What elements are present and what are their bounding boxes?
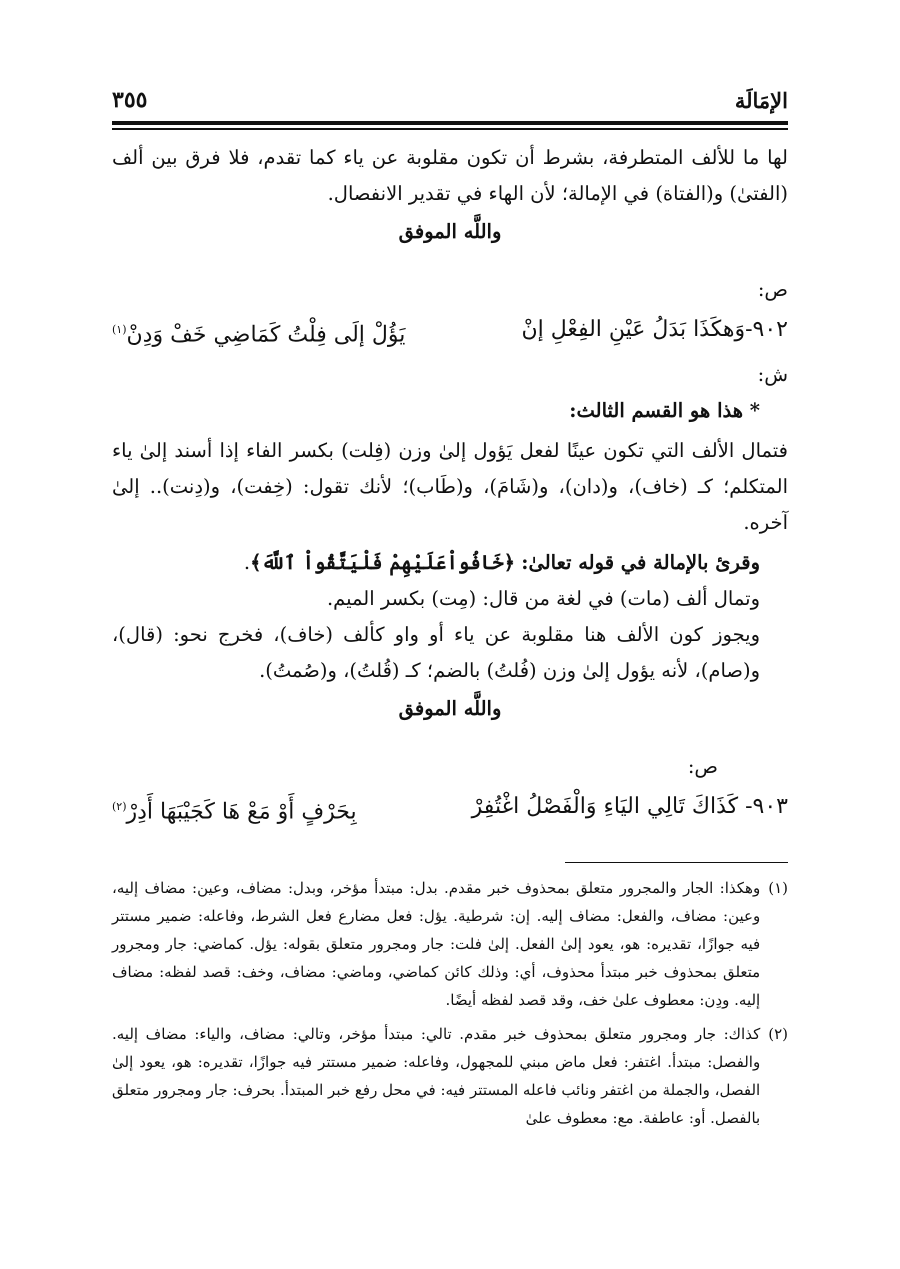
closing-phrase-1: واللَّه الموفق: [398, 220, 502, 243]
footnote-ref-1: (١): [112, 323, 127, 336]
footnote-separator: [565, 862, 788, 863]
footnote-text: كذاك: جار ومجرور متعلق بمحذوف خبر مقدم. تالي: مبتدأ مؤخر، وتالي: مضاف، والياء: مضاف إليه. والفصل: مبتدأ. اغتفر: فعل ماض مبني للمجهول، وفاعله: ضمير مستتر فيه جوازًا، تقديره: هو، يعود إلىٰ الفصل، والجملة من اغتفر ونائب فاعله المستتر فيه: في محل رفع خبر المبتدأ. بحرف: جار ومجرور متعلق بالفصل. أو: عاطفة. مع: معطوف علىٰ: [112, 1025, 761, 1127]
footnote-ref-2: (٢): [112, 800, 127, 814]
footnote-1: [112, 874, 788, 1014]
paragraph-5: ويجوز كون الألف هنا مقلوبة عن ياء أو واو كألف (خاف)، فخرج نحو: (قال)، و(صام)، لأنه يؤول إلىٰ وزن (فُلتُ) بالضم؛ كـ (قُلتُ)، و(صُمتُ).: [112, 623, 760, 683]
quran-intro: وقرئ بالإمالة في قوله تعالىٰ:: [521, 551, 760, 575]
period: .: [243, 551, 251, 575]
paragraph-2: فتمال الألف التي تكون عينًا لفعل يَؤول إلىٰ وزن (فِلت) بكسر الفاء إذا أسند إلىٰ ياء المتكلم؛ كـ (خاف)، و(دان)، و(شَامَ)، و(طَاب)؛ لأنك تقول: (خِفت)، و(دِنت).. إلىٰ آخره.: [112, 439, 788, 535]
verse-902-second-half: يَؤُلْ إلَى فِلْتُ كَمَاضِي خَفْ وَدِنْ$^{(١)}$: [112, 322, 406, 348]
shin-label-1: ش:: [757, 363, 788, 387]
paragraph-4: وتمال ألف (مات) في لغة من قال: (مِت) بكسر الميم.: [326, 587, 760, 611]
main-text: [112, 140, 788, 835]
verse-903-second-half: بِحَرْفٍ أَوْ مَعْ هَا كَجَيْبَهَا أَدِرْ$^{(٢)}$: [112, 799, 357, 825]
paragraph-1: لها ما للألف المتطرفة، بشرط أن تكون مقلوبة عن ياء كما تقدم، فلا فرق بين ألف (الفتىٰ) و(الفتاة) في الإمالة؛ لأن الهاء في تقدير الانفصال.: [112, 146, 788, 205]
section-heading: * هذا هو القسم الثالث:: [569, 399, 760, 423]
verse-902-first-half: ٩٠٢-وَهكَذَا بَدَلُ عَيْنِ الفِعْلِ إنْ: [521, 317, 788, 342]
running-head: الإمَالَة: [734, 87, 788, 113]
closing-phrase-2: واللَّه الموفق: [398, 697, 502, 721]
footnote-text: وهكذا: الجار والمجرور متعلق بمحذوف خبر مقدم. بدل: مبتدأ مؤخر، وبدل: مضاف، وعين: مضاف إليه، وعين: مضاف، والفعل: مضاف إليه. إن: شرطية. يؤل: فعل مضارع فعل الشرط، وفاعله: ضمير مستتر فيه جوازًا، تقديره: هو، يعود إلىٰ الفعل. إلىٰ فلت: جار ومجرور متعلق بقوله: يؤل. كماضي: جار ومجرور متعلق بمحذوف خبر مبتدأ محذوف، أي: وذلك كائن كماضي، وماضي: مضاف، وخف: قصد لفظه: مضاف إليه. ودِن: معطوف علىٰ خف، وقد قصد لفظه أيضًا.: [112, 879, 761, 1009]
sad-label-1: ص:: [757, 278, 788, 301]
header-rule-thin: [112, 128, 788, 130]
page-header: [112, 82, 788, 118]
verse-902: [112, 308, 788, 357]
footnotes: [112, 874, 788, 1138]
sad-label-2: ص:: [687, 755, 718, 779]
quran-verse: ﴿خَافُواْعَلَيْهِمْ فَلْيَتَّقُواْ ٱللَّهَ﴾: [250, 551, 516, 575]
paragraph-3: [112, 545, 788, 581]
footnote-number: (٢): [768, 1025, 788, 1043]
page-number: ٣٥٥: [112, 87, 148, 113]
footnote-number: (١): [768, 879, 788, 897]
verse-903: [112, 785, 788, 834]
footnote-2: [112, 1020, 788, 1132]
header-rule-thick: [112, 121, 788, 125]
verse-903-first-half: ٩٠٣- كَذَاكَ تَالِي اليَاءِ وَالْفَصْلُ اغْتُفِرْ: [471, 794, 788, 820]
